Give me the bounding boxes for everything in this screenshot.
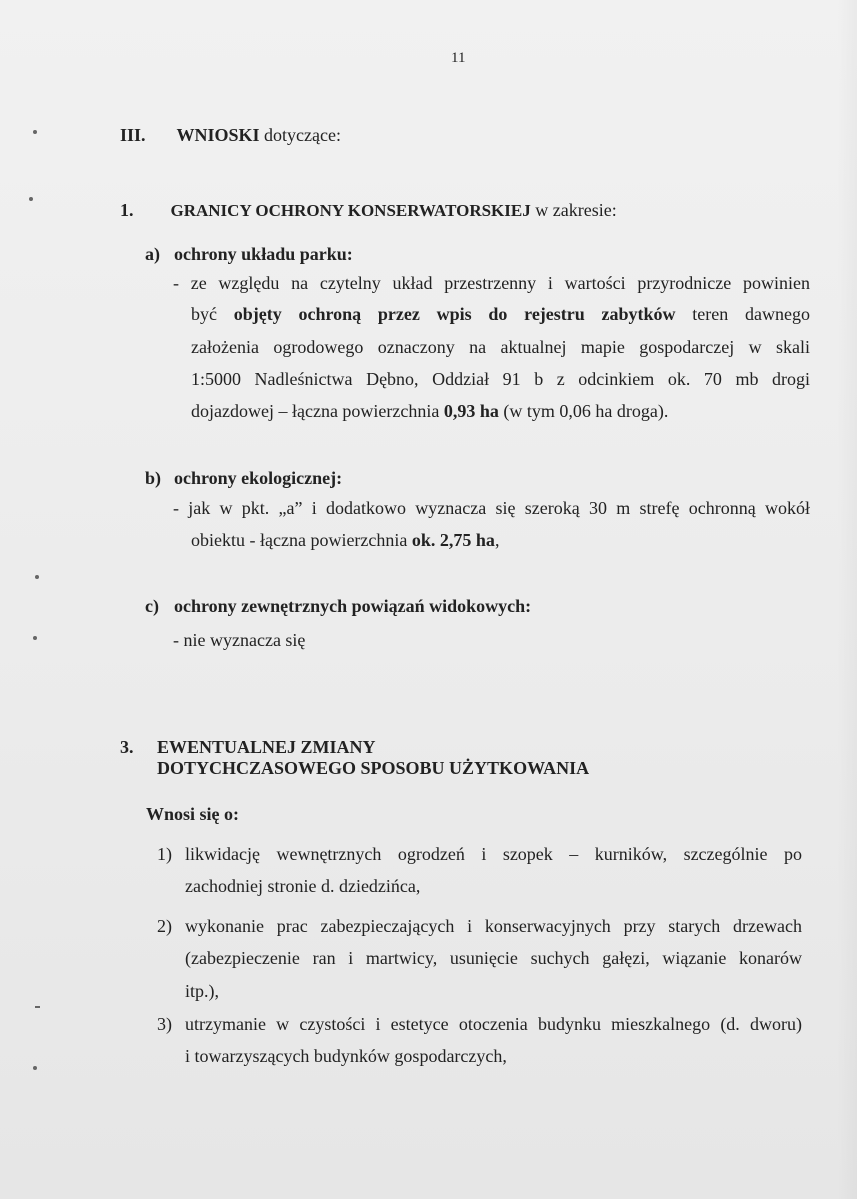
text-span: być xyxy=(191,304,234,324)
item-number: 1. xyxy=(120,200,134,220)
subitem-heading: ochrony ekologicznej: xyxy=(174,468,343,488)
point-line: wykonanie prac zabezpieczających i konserwacyjnych przy starych drzewach xyxy=(185,916,802,936)
point-line: (zabezpieczenie ran i martwicy, usunięcie suchych gałęzi, wiązanie konarów xyxy=(185,948,802,968)
bold-text: objęty ochroną przez wpis do rejestru zabytków xyxy=(233,304,676,324)
text-span: dojazdowej – łączna powierzchnia xyxy=(191,401,444,421)
subitem-label: c) xyxy=(145,596,159,616)
subheading: Wnosi się o: xyxy=(146,804,240,824)
scan-speck xyxy=(35,575,39,579)
item-title-line: EWENTUALNEJ ZMIANY xyxy=(157,737,376,757)
scan-speck xyxy=(29,197,33,201)
section-heading xyxy=(120,125,341,146)
scan-speck xyxy=(33,130,37,134)
point-line: utrzymanie w czystości i estetyce otoczenia budynku mieszkalnego (d. dworu) xyxy=(185,1014,802,1034)
paragraph-line: - ze względu na czytelny układ przestrzenny i wartości przyrodnicze powinien xyxy=(173,273,810,293)
section-number: III. xyxy=(120,125,146,145)
scan-edge-shadow xyxy=(837,0,857,1199)
bold-text: 0,93 ha xyxy=(443,401,499,421)
item-title-line: DOTYCHCZASOWEGO SPOSOBU UŻYTKOWANIA xyxy=(157,758,590,778)
point-line: i towarzyszących budynków gospodarczych, xyxy=(185,1046,507,1066)
item-title-rest: w zakresie: xyxy=(530,200,617,220)
point-line: zachodniej stronie d. dziedzińca, xyxy=(185,876,421,896)
paragraph-line xyxy=(191,401,668,422)
point-number: 2) xyxy=(157,916,172,936)
subitem-heading: ochrony zewnętrznych powiązań widokowych: xyxy=(174,596,532,616)
paragraph-line: założenia ogrodowego oznaczony na aktualnej mapie gospodarczej w skali xyxy=(191,337,810,357)
paragraph-line xyxy=(191,530,499,551)
text-span: , xyxy=(494,530,500,550)
point-number: 1) xyxy=(157,844,172,864)
text-span: teren dawnego xyxy=(675,304,810,324)
bold-text: ok. 2,75 ha xyxy=(411,530,495,550)
scan-speck xyxy=(33,1066,37,1070)
text-span: obiektu - łączna powierzchnia xyxy=(191,530,412,550)
section-title-rest: dotyczące: xyxy=(259,125,341,145)
item-number: 3. xyxy=(120,737,134,757)
subitem-label: b) xyxy=(145,468,162,488)
point-line: likwidację wewnętrznych ogrodzeń i szopek – kurników, szczególnie po xyxy=(185,844,802,864)
subitem-label: a) xyxy=(145,244,160,264)
page-number: 11 xyxy=(451,50,466,66)
item-heading xyxy=(120,200,617,221)
subitem-heading: ochrony układu parku: xyxy=(174,244,353,264)
text-span: (w tym 0,06 ha droga). xyxy=(498,401,669,421)
point-line: itp.), xyxy=(185,981,219,1001)
paragraph-line: 1:5000 Nadleśnictwa Dębno, Oddział 91 b z odcinkiem ok. 70 mb drogi xyxy=(191,369,810,389)
paragraph-line xyxy=(191,304,810,325)
paragraph-line: - jak w pkt. „a” i dodatkowo wyznacza się szeroką 30 m strefę ochronną wokół xyxy=(173,498,810,518)
scan-speck xyxy=(35,1006,40,1008)
paragraph-line: - nie wyznacza się xyxy=(173,630,306,650)
item-title: GRANICY OCHRONY KONSERWATORSKIEJ xyxy=(170,201,531,220)
point-number: 3) xyxy=(157,1014,172,1034)
scan-speck xyxy=(33,636,37,640)
section-title: WNIOSKI xyxy=(176,125,260,145)
